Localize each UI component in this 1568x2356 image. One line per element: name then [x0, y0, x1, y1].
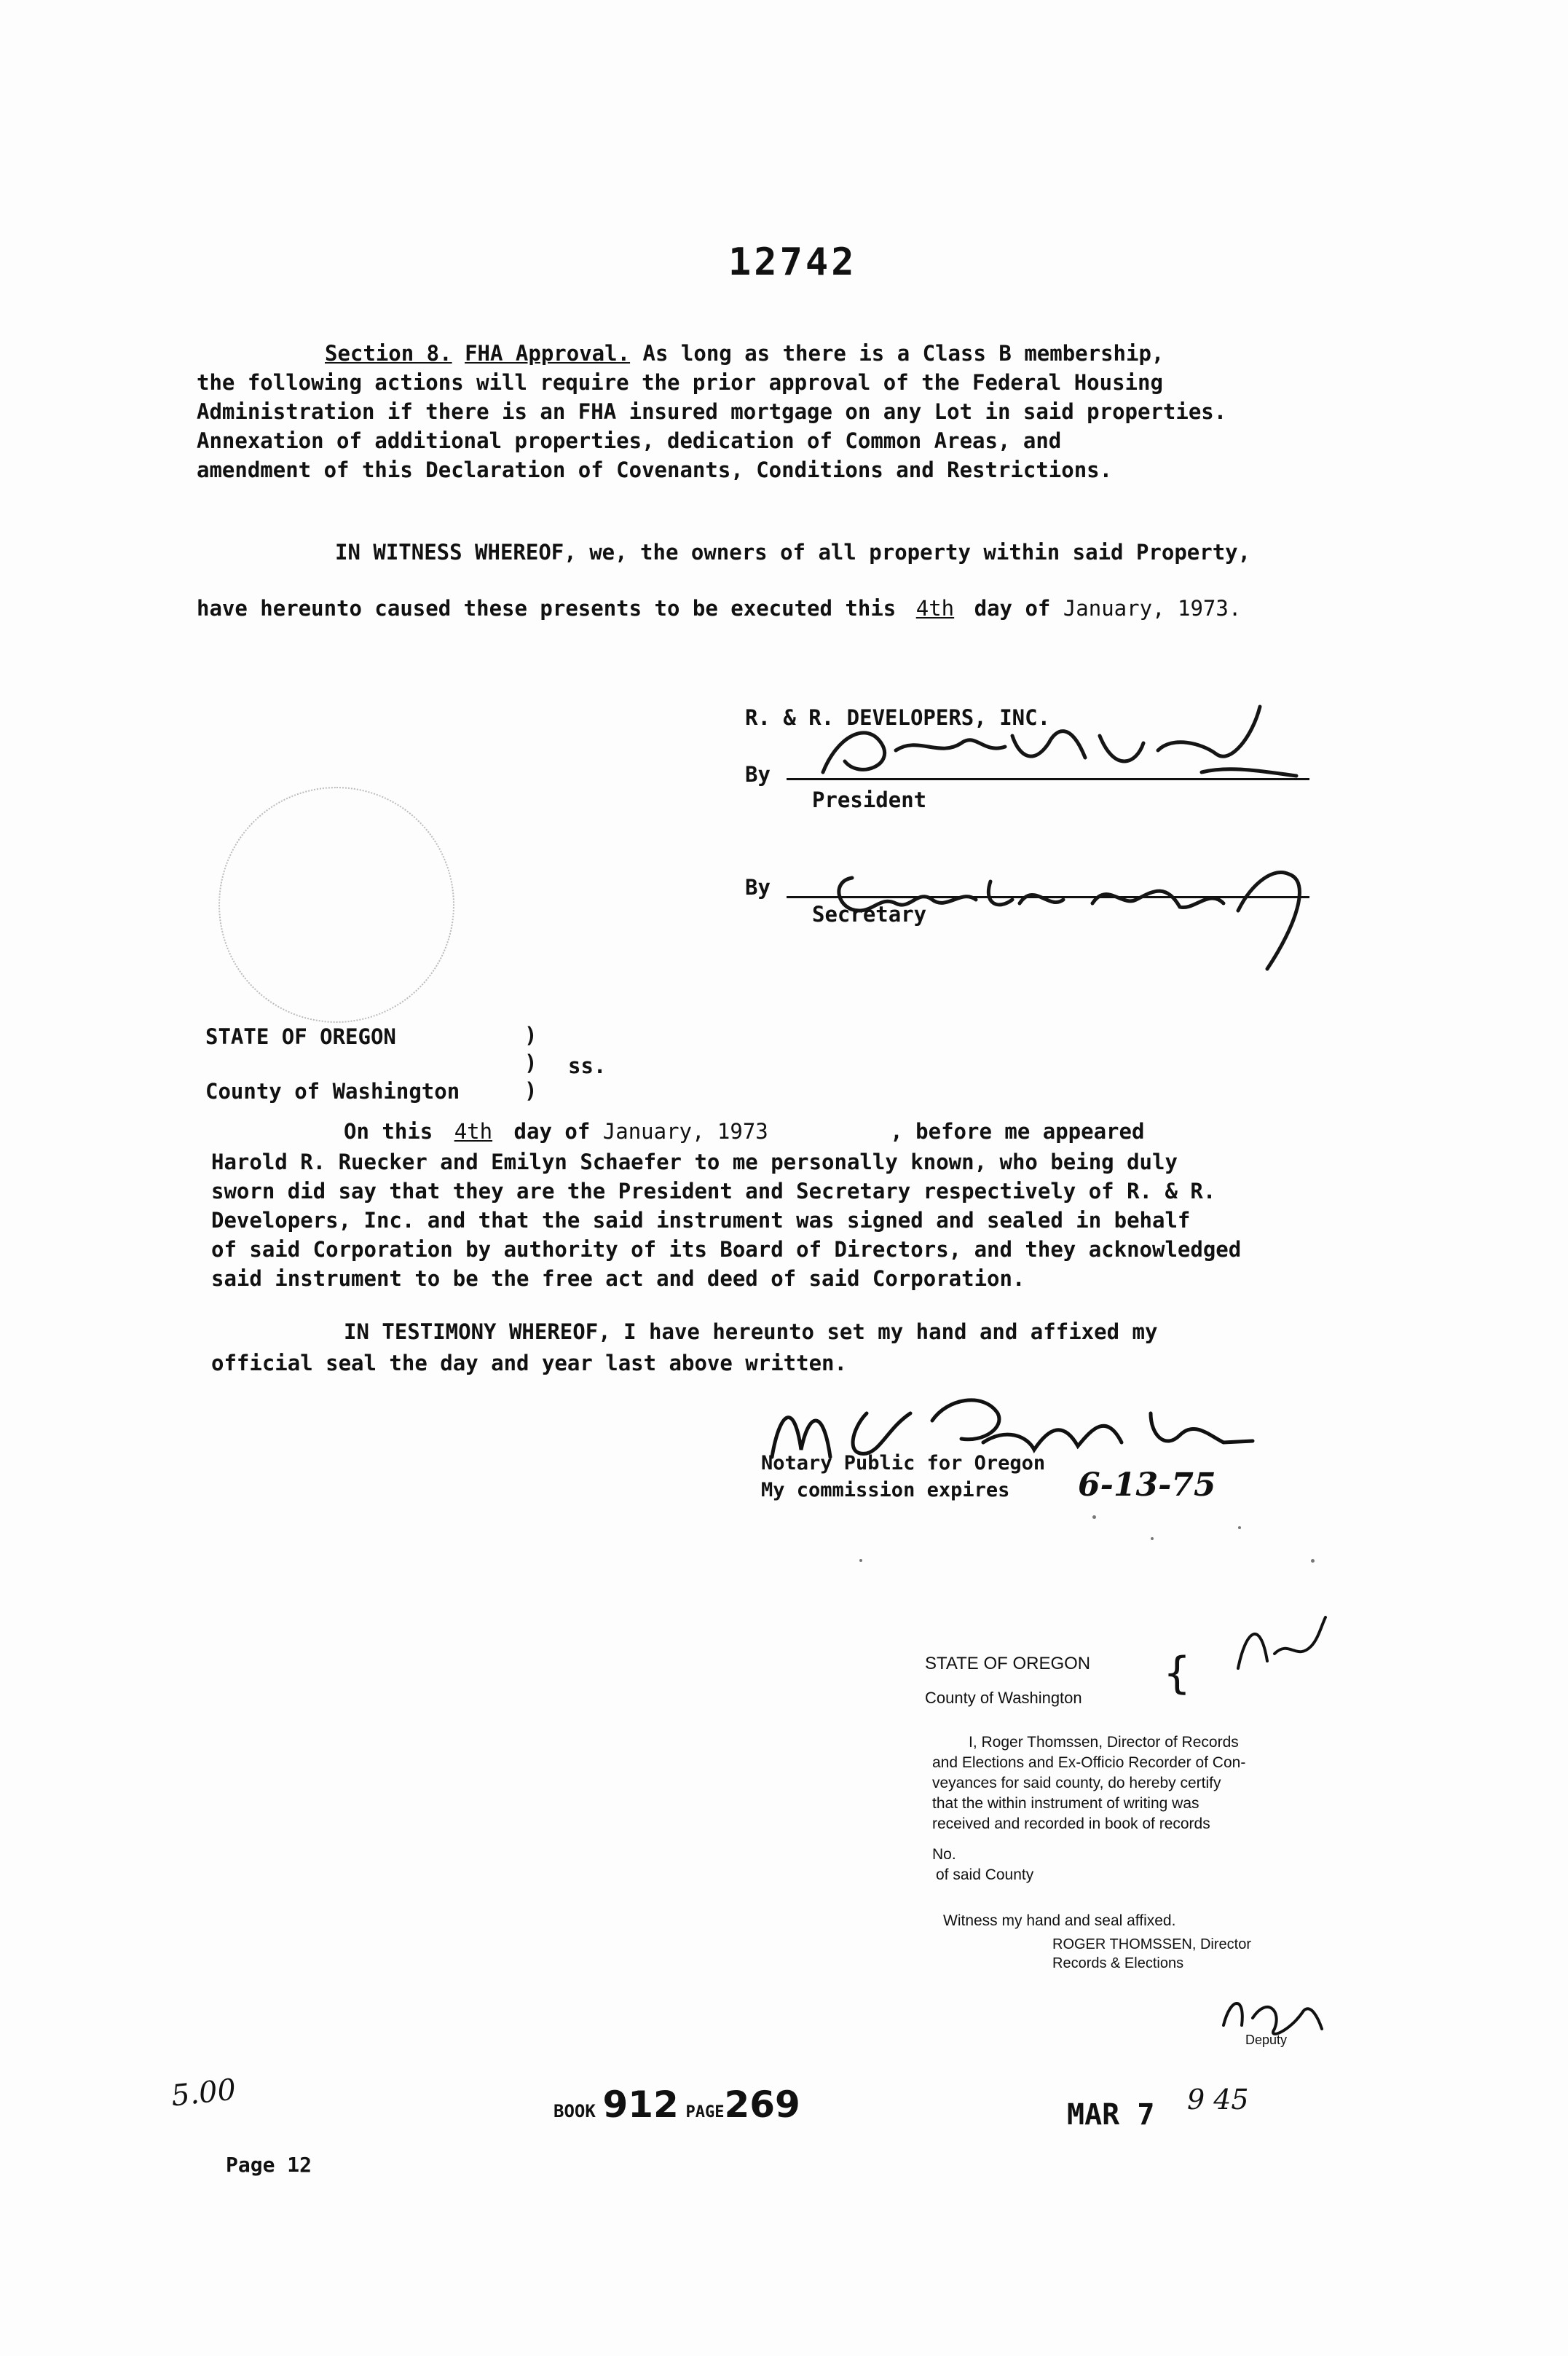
ack-line-1-mid: day of	[513, 1119, 591, 1144]
section-line-1-rest: As long as there is a Class B membership,	[642, 341, 1165, 366]
witness-date: January, 1973.	[1063, 596, 1242, 621]
recorder-name: ROGER THOMSSEN, Director	[1052, 1936, 1251, 1952]
notary-line-2: My commission expires	[761, 1479, 1010, 1501]
venue-paren-1: )	[524, 1023, 537, 1048]
ack-line-3: sworn did say that they are the President and Secretary respectively of R. & R.	[211, 1179, 1216, 1203]
witness-line-2	[197, 592, 1241, 626]
secretary-title: Secretary	[812, 902, 927, 927]
witness-line-1: IN WITNESS WHEREOF, we, the owners of all property within said Property,	[335, 540, 1251, 565]
venue-paren-3: )	[524, 1078, 537, 1103]
section-line-5: amendment of this Declaration of Covenants, Conditions and Restrictions.	[197, 458, 1113, 482]
recorder-no-label: No.	[932, 1846, 956, 1863]
faded-corporate-seal	[218, 787, 454, 1023]
venue-ss: ss.	[568, 1053, 607, 1078]
recorder-body-3: veyances for said county, do hereby certify	[932, 1775, 1221, 1791]
venue-county: County of Washington	[205, 1079, 460, 1104]
handwritten-fee: 5.00	[169, 2073, 238, 2113]
recorder-body-1: I, Roger Thomssen, Director of Records	[969, 1734, 1239, 1751]
president-signature	[794, 692, 1304, 794]
ack-line-1	[344, 1115, 1144, 1149]
page-footer-label: Page 12	[226, 2153, 312, 2177]
recorder-initials	[1224, 1603, 1333, 1683]
recorder-dept: Records & Elections	[1052, 1955, 1184, 1971]
by-label-1: By	[745, 762, 771, 787]
scan-speck	[1238, 1526, 1241, 1529]
recorder-witness: Witness my hand and seal affixed.	[943, 1912, 1176, 1929]
book-label: BOOK	[553, 2101, 596, 2121]
ack-line-1-end: , before me appeared	[890, 1119, 1145, 1144]
page-number: 269	[724, 2084, 800, 2126]
deputy-signature	[1209, 1967, 1333, 2040]
recorder-state: STATE OF OREGON	[925, 1654, 1091, 1673]
recording-date-stamp: MAR 7	[1067, 2098, 1155, 2132]
recorder-body-4: that the within instrument of writing was	[932, 1795, 1199, 1812]
ack-line-4: Developers, Inc. and that the said instrument was signed and sealed in behalf	[211, 1208, 1191, 1233]
notary-expires: 6-13-75	[1078, 1466, 1216, 1504]
document-number: 12742	[728, 240, 857, 284]
recorder-brace: {	[1164, 1648, 1191, 1699]
recorder-of-county: of said County	[936, 1866, 1034, 1883]
recorder-county: County of Washington	[925, 1689, 1082, 1707]
venue-state: STATE OF OREGON	[205, 1024, 396, 1049]
ack-line-1-start: On this	[344, 1119, 433, 1144]
secretary-signature	[801, 838, 1325, 976]
recorder-body-5: received and recorded in book of records	[932, 1815, 1210, 1832]
ack-day: 4th	[454, 1119, 493, 1144]
president-title: President	[812, 788, 927, 812]
ack-date: January, 1973	[602, 1119, 768, 1144]
by-label-2: By	[745, 875, 771, 900]
scan-speck	[859, 1559, 862, 1562]
recorder-deputy: Deputy	[1245, 2033, 1288, 2047]
testimony-line-1: IN TESTIMONY WHEREOF, I have hereunto set my hand and affixed my	[344, 1319, 1158, 1344]
section-line-3: Administration if there is an FHA insured mortgage on any Lot in said properties.	[197, 399, 1227, 424]
company-name: R. & R. DEVELOPERS, INC.	[745, 705, 1051, 730]
ack-line-2: Harold R. Ruecker and Emilyn Schaefer to me personally known, who being duly	[211, 1150, 1178, 1174]
witness-line-2-mid: day of	[974, 596, 1051, 621]
ack-line-5: of said Corporation by authority of its Board of Directors, and they acknowledged	[211, 1237, 1242, 1262]
page-label: PAGE	[685, 2103, 725, 2121]
section-line-2: the following actions will require the prior approval of the Federal Housing	[197, 370, 1163, 395]
scan-speck	[1092, 1515, 1096, 1519]
recorder-body-2: and Elections and Ex-Officio Recorder of Con-	[932, 1754, 1246, 1771]
scan-speck	[1311, 1559, 1315, 1563]
witness-day: 4th	[915, 596, 955, 621]
witness-line-2-start: have hereunto caused these presents to be executed this	[197, 596, 897, 621]
section-heading-label: Section 8.	[325, 341, 452, 366]
scan-speck	[1151, 1537, 1154, 1540]
testimony-line-2: official seal the day and year last above written.	[211, 1351, 847, 1375]
recording-time-stamp: 9 45	[1187, 2084, 1249, 2116]
ack-line-6: said instrument to be the free act and deed of said Corporation.	[211, 1266, 1025, 1291]
notary-line-1: Notary Public for Oregon	[761, 1452, 1046, 1475]
venue-paren-2: )	[524, 1051, 537, 1075]
book-number: 912	[602, 2084, 679, 2126]
book-reference	[553, 2084, 800, 2126]
section-line-4: Annexation of additional properties, dedication of Common Areas, and	[197, 428, 1062, 453]
section-heading-title: FHA Approval.	[465, 341, 631, 366]
